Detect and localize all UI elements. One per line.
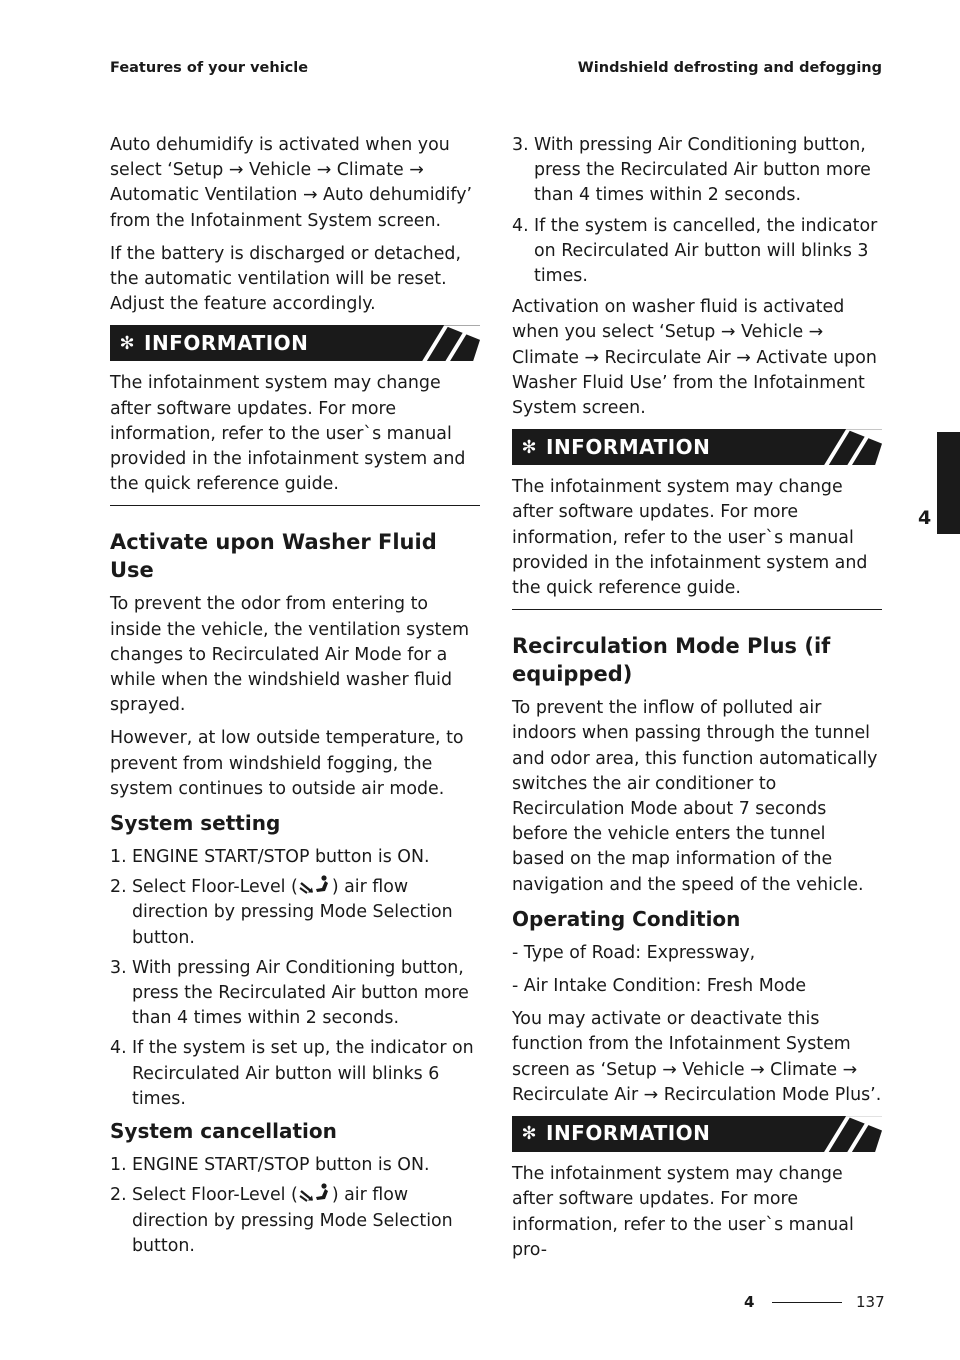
information-banner xyxy=(512,1116,882,1152)
floor-level-airflow-icon xyxy=(298,875,332,895)
information-label: INFORMATION xyxy=(546,1121,711,1146)
battery-reset-paragraph: If the battery is discharged or detached, the automatic ventilation will be reset. Adjust the feature accordingly. xyxy=(110,243,461,315)
double-slash-icon xyxy=(824,429,882,465)
double-slash-icon xyxy=(824,1116,882,1152)
subheading-system-setting: System setting xyxy=(110,811,281,836)
condition-air-intake: - Air Intake Condition: Fresh Mode xyxy=(512,976,807,997)
list-item: 3. With pressing Air Conditioning button, press the Recirculated Air button more than 4 times within 2 seconds. xyxy=(110,957,469,1029)
section-divider xyxy=(512,609,882,610)
washer-activation-paragraph: Activation on washer fluid is activated when you select ‘Setup → Vehicle → Climate → Recirculate Air → Activate upon Washer Fluid Use’ from the Infotainment System screen. xyxy=(512,297,877,419)
setting-steps-list xyxy=(110,845,480,1112)
cancellation-steps-continued xyxy=(512,133,882,289)
chapter-side-tab xyxy=(937,432,960,534)
auto-dehumidify-paragraph: Auto dehumidify is activated when you select ‘Setup → Vehicle → Climate → Automatic Ventilation → Auto dehumidify’ from the Infotainment System screen. xyxy=(110,135,473,231)
running-header-section: Features of your vehicle xyxy=(110,60,309,76)
asterisk-icon: ✻ xyxy=(521,1123,537,1145)
recirculation-description: To prevent the inflow of polluted air indoors when passing through the tunnel and odor area, this function automatically switches the air conditioner to Recirculation Mode about 7 seconds before the vehicle enters the tunnel based on the map information of the navigation and the speed of the vehicle. xyxy=(512,698,878,895)
section-divider xyxy=(110,505,480,506)
list-item: 1. ENGINE START/STOP button is ON. xyxy=(110,847,430,868)
information-label: INFORMATION xyxy=(144,330,309,355)
right-column xyxy=(512,133,882,1271)
information-label: INFORMATION xyxy=(546,434,711,459)
footer-page-number: 137 xyxy=(856,1293,885,1311)
running-header-topic: Windshield defrosting and defogging xyxy=(577,60,882,76)
washer-odor-paragraph: To prevent the odor from entering to inside the vehicle, the ventilation system changes to Recirculated Air Mode for a while when the windshield washer fluid sprayed. xyxy=(110,594,470,716)
subheading-system-cancellation: System cancellation xyxy=(110,1119,337,1144)
double-slash-icon xyxy=(422,325,480,361)
left-column xyxy=(110,133,480,1265)
footer-rule xyxy=(772,1302,842,1303)
information-banner xyxy=(512,429,882,465)
low-temperature-paragraph: However, at low outside temperature, to prevent from windshield fogging, the system continues to outside air mode. xyxy=(110,728,464,799)
asterisk-icon: ✻ xyxy=(521,436,537,458)
section-heading-washer: Activate upon Washer Fluid Use xyxy=(110,530,437,583)
list-item: 4. If the system is set up, the indicator on Recirculated Air button will blinks 6 times. xyxy=(110,1038,474,1109)
activation-path-paragraph: You may activate or deactivate this function from the Infotainment System screen as ‘Setup → Vehicle → Climate → Recirculate Air → Recirculation Mode Plus’. xyxy=(512,1009,882,1105)
chapter-side-tab-number: 4 xyxy=(918,507,932,529)
list-item: 2. Select Floor-Level ( ) air flow direction by pressing Mode Selection button. xyxy=(110,877,453,948)
condition-road-type: - Type of Road: Expressway, xyxy=(512,942,756,963)
information-text: The infotainment system may change after software updates. For more information, refer to the user`s manual provided in the infotainment system and the quick reference guide. xyxy=(512,477,868,599)
cancellation-steps-list xyxy=(110,1153,480,1259)
floor-level-airflow-icon xyxy=(298,1183,332,1203)
list-item: 1. ENGINE START/STOP button is ON. xyxy=(110,1155,430,1176)
list-item: 2. Select Floor-Level ( ) air flow direction by pressing Mode Selection button. xyxy=(110,1185,453,1256)
information-text-partial: The infotainment system may change after software updates. For more information, refer to the user`s manual pro- xyxy=(512,1164,854,1260)
list-item: 4. If the system is cancelled, the indicator on Recirculated Air button will blinks 3 times. xyxy=(512,215,878,287)
list-item: 3. With pressing Air Conditioning button, press the Recirculated Air button more than 4 times within 2 seconds. xyxy=(512,135,871,206)
section-heading-recirculation: Recirculation Mode Plus (if equipped) xyxy=(512,634,831,687)
information-text: The infotainment system may change after software updates. For more information, refer to the user`s manual provided in the infotainment system and the quick reference guide. xyxy=(110,373,466,495)
subheading-operating-condition: Operating Condition xyxy=(512,906,741,931)
footer-chapter-number: 4 xyxy=(744,1293,755,1311)
asterisk-icon: ✻ xyxy=(119,332,135,354)
information-banner xyxy=(110,325,480,361)
